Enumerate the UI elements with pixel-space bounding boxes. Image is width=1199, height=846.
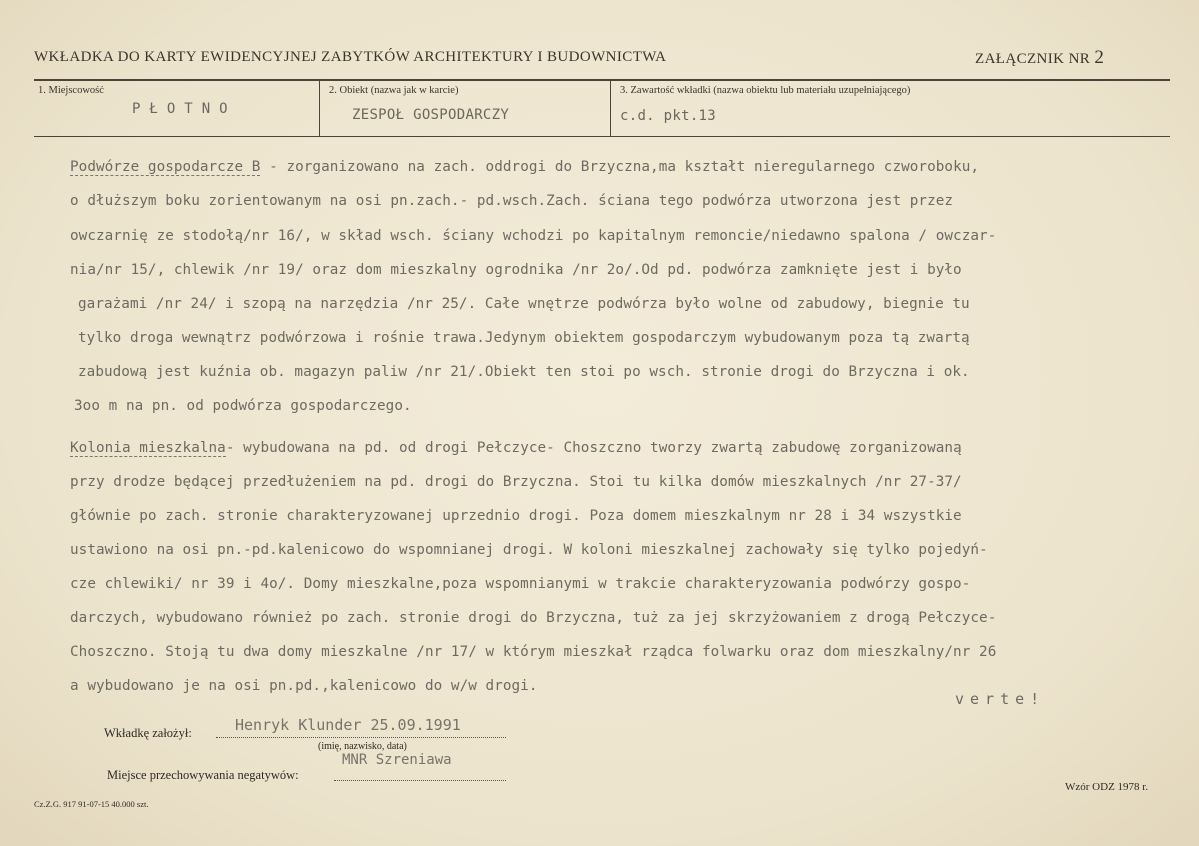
text-line-2: o dłuższym boku zorientowanym na osi pn.zach.- pd.wsch.Zach. ściana tego podwórza utworzona jest przez <box>70 193 954 209</box>
content-label: 3. Zawartość wkładki (nazwa obiektu lub materiału uzupełniającego) <box>620 85 911 96</box>
text-line-1 <box>70 159 979 175</box>
text-line-14: darczych, wybudowano również po zach. stronie drogi do Brzyczna, tuż za jej skrzyżowaniem z drogą Pełczyce- <box>70 610 997 626</box>
annex-label-text: ZAŁĄCZNIK NR <box>975 51 1091 67</box>
place-label: 1. Miejscowość <box>38 85 104 96</box>
section-heading-colony: Kolonia mieszkalna <box>70 440 226 456</box>
text-line-4: nia/nr 15/, chlewik /nr 19/ oraz dom mieszkalny ogrodnika /nr 2o/.Od pd. podwórza zamknięte jest i było <box>70 262 962 278</box>
form-title: WKŁADKA DO KARTY EWIDENCYJNEJ ZABYTKÓW ARCHITEKTURY I BUDOWNICTWA <box>34 49 667 65</box>
print-code: Cz.Z.G. 917 91-07-15 40.000 szt. <box>34 799 149 809</box>
object-label: 2. Obiekt (nazwa jak w karcie) <box>329 85 459 96</box>
created-by-dotted-line <box>216 737 506 738</box>
text-line-9-rest: - wybudowana na pd. od drogi Pełczyce- Choszczno tworzy zwartą zabudowę zorganizowaną <box>225 440 962 456</box>
section-heading-farmyard: Podwórze gospodarcze B <box>70 159 261 175</box>
created-by-label: Wkładkę założył: <box>104 726 192 740</box>
text-line-15: Choszczno. Stoją tu dwa domy mieszkalne /nr 17/ w którym mieszkał rządca folwarku oraz dom mieszkalny/nr 26 <box>70 644 997 660</box>
text-line-10: przy drodze będącej przedłużeniem na pd. drogi do Brzyczna. Stoi tu kilka domów mieszkalnych /nr 27-37/ <box>70 474 962 490</box>
text-line-6: tylko droga wewnątrz podwórzowa i rośnie trawa.Jedynym obiektem gospodarczym wybudowanym poza tą zwartą <box>78 330 970 346</box>
place-value: PŁOTNO <box>132 101 237 117</box>
content-value: c.d. pkt.13 <box>620 108 717 124</box>
negatives-value: MNR Szreniawa <box>342 752 452 768</box>
created-by-value: Henryk Klunder 25.09.1991 <box>235 716 461 734</box>
negatives-label: Miejsce przechowywania negatywów: <box>107 768 299 782</box>
created-by-caption: (imię, nazwisko, data) <box>318 741 407 752</box>
header-bottom-rule <box>34 136 1170 137</box>
text-line-9 <box>70 440 962 456</box>
text-line-1-rest: - zorganizowano na zach. oddrogi do Brzyczna,ma kształt nieregularnego czworoboku, <box>260 159 980 175</box>
field-divider-1 <box>319 80 320 136</box>
object-value: ZESPOŁ GOSPODARCZY <box>352 107 510 123</box>
text-line-8: 3oo m na pn. od podwórza gospodarczego. <box>74 398 412 414</box>
text-line-16: a wybudowano je na osi pn.pd.,kalenicowo do w/w drogi. <box>70 678 538 694</box>
text-line-7: zabudową jest kuźnia ob. magazyn paliw /nr 21/.Obiekt ten stoi po wsch. stronie drogi do Brzyczna i ok. <box>78 364 970 380</box>
negatives-dotted-line <box>334 780 506 781</box>
text-line-11: głównie po zach. stronie charakteryzowanej uprzednio drogi. Poza domem mieszkalnym nr 28 i 34 wszystkie <box>70 508 962 524</box>
field-divider-2 <box>610 80 611 136</box>
header-top-rule <box>34 79 1170 81</box>
text-line-5: garażami /nr 24/ i szopą na narzędzia /nr 25/. Całe wnętrze podwórza było wolne od zabudowy, biegnie tu <box>78 296 970 312</box>
text-line-13: cze chlewiki/ nr 39 i 4o/. Domy mieszkalne,poza wspomnianymi w trakcie charakteryzowania podwórzy gospo- <box>70 576 971 592</box>
text-line-12: ustawiono na osi pn.-pd.kalenicowo do wspomnianej drogi. W koloni mieszkalnej zachowały się tylko pojedyń- <box>70 542 988 558</box>
annex-number: 2 <box>1094 47 1105 68</box>
form-model-label: Wzór ODZ 1978 r. <box>1065 781 1149 793</box>
verte-note: verte! <box>955 690 1046 708</box>
annex-label <box>975 47 1104 69</box>
text-line-3: owczarnię ze stodołą/nr 16/, w skład wsch. ściany wchodzi po kapitalnym remoncie/niedawno spalona / owczar- <box>70 228 997 244</box>
